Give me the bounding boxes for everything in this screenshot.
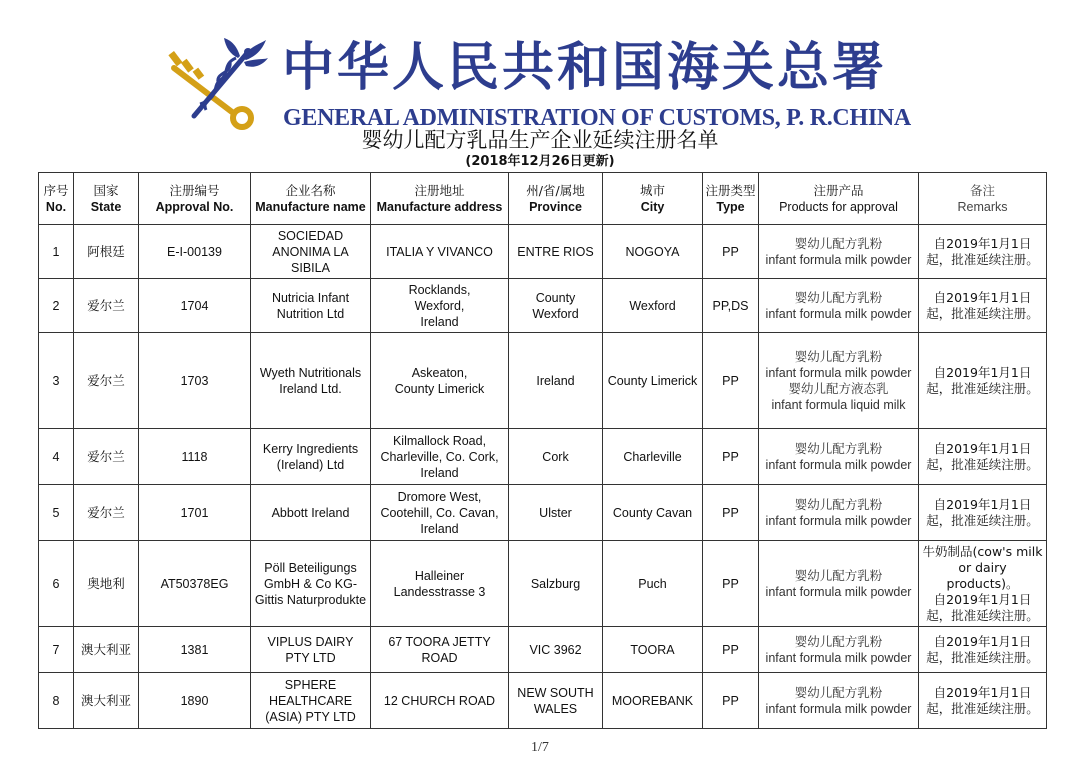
approval-number: 1890 — [139, 673, 251, 729]
remarks-cell-line: 起，批准延续注册。 — [926, 607, 1039, 623]
city-cell-line: Charleville — [623, 449, 682, 464]
city-cell — [603, 541, 703, 627]
manufacturer-address — [371, 279, 509, 333]
province-cell-line: WALES — [533, 701, 578, 716]
product-name-en: infant formula milk powder — [765, 252, 912, 267]
manufacturer-address-line: Askeaton, — [411, 365, 468, 380]
product-name-cn: 婴幼儿配方乳粉 — [794, 235, 883, 251]
manufacturer-address — [371, 333, 509, 429]
row-number: 2 — [39, 279, 74, 333]
column-header: 州/省/属地 Province — [509, 173, 603, 225]
manufacturer-name-line: Wyeth Nutritionals — [259, 365, 362, 380]
manufacturer-name — [251, 279, 371, 333]
column-header: 备注 Remarks — [919, 173, 1047, 225]
manufacturer-address-line: ROAD — [421, 650, 458, 665]
product-name-en: infant formula milk powder — [765, 457, 912, 472]
city-cell — [603, 333, 703, 429]
province-cell-line: Cork — [542, 449, 569, 464]
city-cell — [603, 429, 703, 485]
product-name-cn: 婴幼儿配方乳粉 — [794, 289, 883, 305]
column-header: 注册地址 Manufacture address — [371, 173, 509, 225]
province-cell-line: Ulster — [539, 505, 572, 520]
state-cell: 爱尔兰 — [74, 429, 139, 485]
manufacturer-name — [251, 541, 371, 627]
product-name-en: infant formula milk powder — [765, 513, 912, 528]
products-cell — [759, 627, 919, 673]
manufacturer-address-line: Halleiner — [414, 568, 465, 583]
registration-type: PP — [703, 485, 759, 541]
manufacturer-address-line: 12 CHURCH ROAD — [383, 693, 496, 708]
city-cell — [603, 673, 703, 729]
remarks-cell-line: 起，批准延续注册。 — [926, 380, 1039, 396]
remarks-cell — [919, 225, 1047, 279]
manufacturer-name-line: VIPLUS DAIRY — [267, 634, 354, 649]
customs-emblem-icon — [160, 38, 270, 130]
manufacturer-name-line: PTY LTD — [285, 650, 336, 665]
province-cell — [509, 333, 603, 429]
remarks-cell-line: 牛奶制品(cow's milk — [922, 543, 1043, 559]
manufacturer-name — [251, 429, 371, 485]
province-cell-line: NEW SOUTH — [517, 685, 594, 700]
column-header: 序号 No. — [39, 173, 74, 225]
remarks-cell — [919, 279, 1047, 333]
manufacturer-address — [371, 541, 509, 627]
products-cell — [759, 225, 919, 279]
column-header: 注册类型 Type — [703, 173, 759, 225]
document-header — [0, 0, 1080, 170]
product-name-en: infant formula milk powder — [765, 584, 912, 599]
state-cell: 奥地利 — [74, 541, 139, 627]
remarks-cell — [919, 485, 1047, 541]
manufacturer-address-line: Ireland — [420, 314, 459, 329]
approval-number: E-I-00139 — [139, 225, 251, 279]
product-name-en: infant formula milk powder — [765, 365, 912, 380]
approval-number: AT50378EG — [139, 541, 251, 627]
manufacturer-address-line: Ireland — [420, 521, 459, 536]
remarks-cell-line: 自2019年1月1日 — [933, 496, 1032, 512]
row-number: 1 — [39, 225, 74, 279]
remarks-cell-line: 自2019年1月1日 — [933, 684, 1032, 700]
remarks-cell-line: 自2019年1月1日 — [933, 289, 1032, 305]
manufacturer-address — [371, 485, 509, 541]
manufacturer-address-line: Charleville, Co. Cork, — [380, 449, 499, 464]
remarks-cell-line: 起，批准延续注册。 — [926, 512, 1039, 528]
city-cell-line: MOOREBANK — [611, 693, 694, 708]
city-cell — [603, 485, 703, 541]
agency-title-en: GENERAL ADMINISTRATION OF CUSTOMS, P. R.CHINA — [283, 105, 911, 131]
products-cell — [759, 279, 919, 333]
state-cell: 澳大利亚 — [74, 627, 139, 673]
column-header: 企业名称 Manufacture name — [251, 173, 371, 225]
product-name-cn: 婴幼儿配方乳粉 — [794, 348, 883, 364]
manufacturer-name-line: ANONIMA LA — [272, 244, 349, 259]
city-cell-line: TOORA — [630, 642, 675, 657]
table-row — [39, 627, 1047, 673]
remarks-cell-line: 起，批准延续注册。 — [926, 700, 1039, 716]
product-name-en: infant formula milk powder — [765, 650, 912, 665]
remarks-cell-line: 起，批准延续注册。 — [926, 649, 1039, 665]
products-cell — [759, 673, 919, 729]
registration-type: PP — [703, 627, 759, 673]
remarks-cell-line: 自2019年1月1日 — [933, 591, 1032, 607]
products-cell — [759, 333, 919, 429]
city-cell — [603, 627, 703, 673]
product-name-cn: 婴幼儿配方乳粉 — [794, 633, 883, 649]
province-cell-line: Wexford — [532, 306, 579, 321]
product-name-en: infant formula milk powder — [765, 701, 912, 716]
manufacturer-name-line: Kerry Ingredients — [262, 441, 359, 456]
product-name-en: infant formula milk powder — [765, 306, 912, 321]
province-cell — [509, 541, 603, 627]
manufacturer-name-line: SPHERE — [284, 677, 337, 692]
manufacturer-name-line: SIBILA — [291, 260, 330, 275]
remarks-cell-line: or dairy products)。 — [946, 559, 1019, 591]
registration-type: PP — [703, 429, 759, 485]
manufacturer-name — [251, 333, 371, 429]
product-name-cn: 婴幼儿配方乳粉 — [794, 440, 883, 456]
state-cell: 爱尔兰 — [74, 333, 139, 429]
products-cell — [759, 485, 919, 541]
remarks-cell-line: 起，批准延续注册。 — [926, 251, 1039, 267]
province-cell-line: County — [535, 290, 576, 305]
registration-table — [38, 172, 1047, 729]
document-title: 婴幼儿配方乳品生产企业延续注册名单 — [361, 128, 719, 152]
document-update-date: (2018年12月26日更新) — [465, 154, 615, 169]
province-cell-line: ENTRE RIOS — [517, 244, 594, 259]
remarks-cell-line: 起，批准延续注册。 — [926, 456, 1039, 472]
manufacturer-address-line: ITALIA Y VIVANCO — [386, 244, 493, 259]
registration-type: PP,DS — [703, 279, 759, 333]
manufacturer-name-line: (Ireland) Ltd — [276, 457, 345, 472]
state-cell: 澳大利亚 — [74, 673, 139, 729]
city-cell-line: Wexford — [629, 298, 676, 313]
manufacturer-name-line: Nutrition Ltd — [276, 306, 345, 321]
province-cell — [509, 673, 603, 729]
state-cell: 阿根廷 — [74, 225, 139, 279]
city-cell-line: NOGOYA — [625, 244, 680, 259]
manufacturer-address-line: Landesstrasse 3 — [393, 584, 486, 599]
product-name-cn: 婴幼儿配方液态乳 — [788, 380, 889, 396]
registration-type: PP — [703, 225, 759, 279]
province-cell — [509, 279, 603, 333]
remarks-cell-line: 自2019年1月1日 — [933, 440, 1032, 456]
row-number: 3 — [39, 333, 74, 429]
city-cell-line: Puch — [638, 576, 667, 591]
province-cell-line: Salzburg — [530, 576, 581, 591]
remarks-cell — [919, 673, 1047, 729]
table-body — [39, 225, 1047, 729]
remarks-cell-line: 自2019年1月1日 — [933, 235, 1032, 251]
products-cell — [759, 429, 919, 485]
manufacturer-name-line: (ASIA) PTY LTD — [265, 709, 356, 724]
manufacturer-address-line: 67 TOORA JETTY — [388, 634, 491, 649]
table-row — [39, 541, 1047, 627]
column-header: 注册编号 Approval No. — [139, 173, 251, 225]
row-number: 7 — [39, 627, 74, 673]
manufacturer-address-line: Kilmallock Road, — [392, 433, 487, 448]
state-cell: 爱尔兰 — [74, 485, 139, 541]
column-header: 城市 City — [603, 173, 703, 225]
remarks-cell-line: 起，批准延续注册。 — [926, 305, 1039, 321]
manufacturer-address-line: Cootehill, Co. Cavan, — [380, 505, 499, 520]
table-row — [39, 673, 1047, 729]
city-cell-line: County Cavan — [612, 505, 693, 520]
remarks-cell — [919, 541, 1047, 627]
manufacturer-address — [371, 627, 509, 673]
approval-number: 1704 — [139, 279, 251, 333]
approval-number: 1118 — [139, 429, 251, 485]
province-cell — [509, 225, 603, 279]
table-row — [39, 225, 1047, 279]
approval-number: 1703 — [139, 333, 251, 429]
remarks-cell — [919, 333, 1047, 429]
product-name-en: infant formula liquid milk — [771, 397, 906, 412]
column-header: 注册产品 Products for approval — [759, 173, 919, 225]
manufacturer-address-line: Ireland — [420, 465, 459, 480]
manufacturer-name-line: SOCIEDAD — [277, 228, 344, 243]
product-name-cn: 婴幼儿配方乳粉 — [794, 496, 883, 512]
table-row — [39, 429, 1047, 485]
registration-type: PP — [703, 333, 759, 429]
product-name-cn: 婴幼儿配方乳粉 — [794, 567, 883, 583]
registration-type: PP — [703, 673, 759, 729]
manufacturer-name-line: Gittis Naturprodukte — [254, 592, 367, 607]
row-number: 6 — [39, 541, 74, 627]
city-cell — [603, 279, 703, 333]
manufacturer-address-line: Rocklands, — [408, 282, 471, 297]
city-cell-line: County Limerick — [607, 373, 698, 388]
province-cell — [509, 485, 603, 541]
province-cell — [509, 627, 603, 673]
remarks-cell-line: 自2019年1月1日 — [933, 633, 1032, 649]
manufacturer-name — [251, 673, 371, 729]
products-cell — [759, 541, 919, 627]
table-header-row — [39, 173, 1047, 225]
remarks-cell — [919, 429, 1047, 485]
registration-type: PP — [703, 541, 759, 627]
manufacturer-name — [251, 225, 371, 279]
province-cell-line: Ireland — [536, 373, 575, 388]
remarks-cell — [919, 627, 1047, 673]
table-row — [39, 333, 1047, 429]
row-number: 8 — [39, 673, 74, 729]
manufacturer-name — [251, 627, 371, 673]
city-cell — [603, 225, 703, 279]
manufacturer-name-line: HEALTHCARE — [268, 693, 353, 708]
table-row — [39, 485, 1047, 541]
table-row — [39, 279, 1047, 333]
row-number: 5 — [39, 485, 74, 541]
province-cell — [509, 429, 603, 485]
state-cell: 爱尔兰 — [74, 279, 139, 333]
manufacturer-name-line: Nutricia Infant — [271, 290, 350, 305]
province-cell-line: VIC 3962 — [529, 642, 582, 657]
manufacturer-name-line: Pöll Beteiligungs — [264, 560, 357, 575]
product-name-cn: 婴幼儿配方乳粉 — [794, 684, 883, 700]
manufacturer-address — [371, 673, 509, 729]
manufacturer-address-line: Wexford, — [414, 298, 465, 313]
page-number: 1/7 — [531, 740, 549, 755]
manufacturer-name-line: Abbott Ireland — [271, 505, 350, 520]
manufacturer-address — [371, 429, 509, 485]
remarks-cell-line: 自2019年1月1日 — [933, 364, 1032, 380]
manufacturer-address — [371, 225, 509, 279]
column-header: 国家 State — [74, 173, 139, 225]
manufacturer-name — [251, 485, 371, 541]
manufacturer-name-line: GmbH & Co KG- — [263, 576, 358, 591]
approval-number: 1701 — [139, 485, 251, 541]
manufacturer-address-line: Dromore West, — [397, 489, 482, 504]
row-number: 4 — [39, 429, 74, 485]
agency-title-cn: 中华人民共和国海关总署 — [282, 37, 888, 98]
approval-number: 1381 — [139, 627, 251, 673]
manufacturer-name-line: Ireland Ltd. — [279, 381, 342, 396]
manufacturer-address-line: County Limerick — [394, 381, 485, 396]
